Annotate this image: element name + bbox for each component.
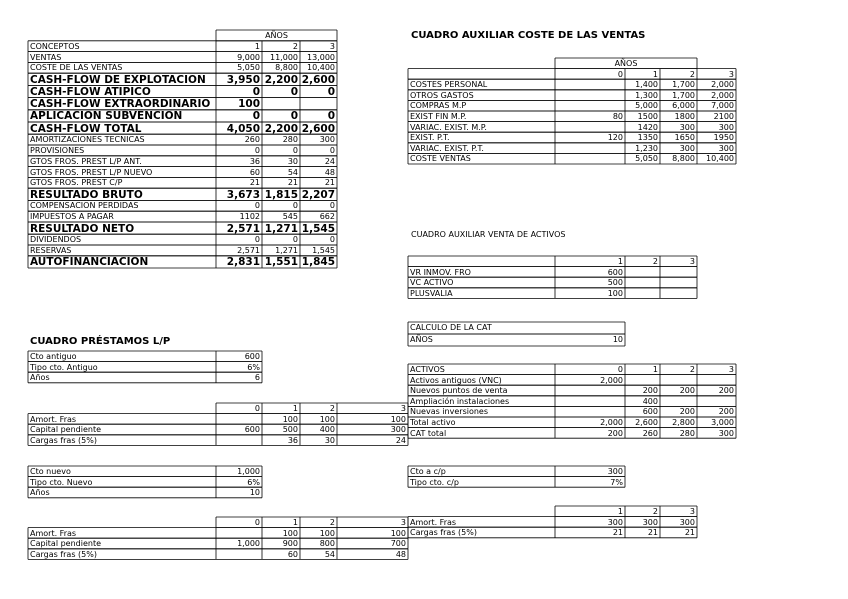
row-label: Cto antiguo	[30, 352, 77, 361]
row-label: ACTIVOS	[410, 365, 445, 374]
row-label: COSTE VENTAS	[410, 154, 471, 164]
cell-value: 100	[390, 414, 406, 424]
cell-value: 300	[390, 425, 406, 435]
cell-value: 5,050	[635, 154, 658, 164]
cell-value: 545	[282, 212, 298, 222]
row-label: Capital pendiente	[30, 539, 102, 549]
row-label: DIVIDENDOS	[30, 236, 82, 245]
row-label: Activos antiguos (VNC)	[410, 375, 502, 385]
row-label: Cto nuevo	[30, 467, 71, 476]
cell-value: 300	[642, 517, 658, 527]
cell-value: 300	[607, 517, 623, 527]
cell-value: 1,815	[264, 188, 298, 201]
row-label: Cargas fras (5%)	[30, 549, 97, 559]
cell-value: 0	[617, 365, 623, 374]
row-label: CASH-FLOW ATÍPICO	[30, 86, 151, 98]
cell-value: 100	[282, 414, 298, 424]
year-header: 1	[292, 404, 298, 413]
cell-value: 3	[728, 365, 734, 374]
cell-value: 60	[249, 167, 260, 177]
row-label: GTOS FROS. PREST C/P	[30, 179, 123, 188]
cell-value: 200	[718, 407, 734, 417]
year-header: 1	[617, 507, 623, 516]
cell-value: 6%	[247, 477, 260, 487]
cell-value: 0	[329, 201, 335, 211]
cell-value: 1350	[637, 133, 658, 143]
cell-value: 7%	[610, 477, 623, 487]
cell-value: 700	[390, 539, 406, 549]
row-label: VARIAC. EXIST. P.T.	[410, 143, 484, 153]
cell-value: 2,000	[711, 90, 734, 100]
row-label: PROVISIONES	[30, 147, 85, 155]
cell-value: 2,800	[672, 418, 695, 427]
cell-value: 10	[612, 335, 623, 344]
cell-value: 7,000	[711, 101, 734, 111]
cell-value: 2	[292, 41, 298, 51]
cell-value: 0	[292, 235, 298, 245]
cell-value: 21	[324, 178, 335, 188]
cell-value: 200	[679, 386, 695, 396]
cell-value: 6%	[247, 362, 260, 372]
row-label: VC ACTIVO	[410, 278, 454, 288]
cell-value: 2,571	[237, 246, 260, 255]
row-label: COSTE DE LAS VENTAS	[30, 64, 123, 73]
cell-value: 1	[652, 365, 658, 374]
cell-value: 2,831	[226, 256, 260, 269]
cell-value: 0	[254, 235, 260, 245]
cell-value: 0	[290, 110, 298, 123]
row-label: Años	[30, 373, 50, 383]
cell-value: 300	[679, 517, 695, 527]
cell-value: 48	[324, 167, 335, 177]
cell-value: 21	[287, 178, 298, 188]
cell-value: 2,600	[301, 73, 335, 86]
cell-value: 36	[287, 435, 298, 445]
cell-value: 2,000	[711, 80, 734, 90]
cell-value: 9,000	[237, 52, 260, 62]
cell-value: 100	[319, 528, 335, 538]
cell-value: 1,300	[635, 90, 658, 100]
row-label: Cargas fras (5%)	[30, 435, 97, 445]
cell-value: 6,000	[672, 101, 695, 111]
cell-value: 500	[607, 278, 623, 288]
venta-title: CUADRO AUXILIAR VENTA DE ACTIVOS	[411, 230, 566, 239]
cell-value: 400	[319, 425, 335, 435]
row-label: Cto a c/p	[410, 467, 446, 476]
cell-value: 13,000	[307, 52, 335, 62]
cell-value: 30	[324, 435, 335, 445]
cell-value: 1	[254, 41, 260, 51]
cell-value: 120	[607, 133, 623, 143]
cell-value: 1420	[637, 122, 658, 132]
cell-value: 300	[679, 122, 695, 132]
cell-value: 0	[327, 110, 335, 123]
cell-value: 1,271	[264, 222, 298, 235]
row-label: CASH-FLOW EXTRAORDINARIO	[30, 99, 211, 110]
row-label: COMPRAS M.P	[410, 101, 467, 111]
year-header: 2	[689, 69, 695, 79]
cell-value: 10,400	[706, 154, 734, 164]
cell-value: 0	[327, 85, 335, 98]
year-header: 3	[689, 257, 695, 266]
cell-value: 1,700	[672, 90, 695, 100]
cell-value: 0	[292, 201, 298, 211]
cell-value: 600	[642, 407, 658, 417]
cell-value: 8,800	[672, 154, 695, 164]
cell-value: 280	[282, 135, 298, 145]
cell-value: 600	[244, 425, 260, 435]
cell-value: 600	[244, 352, 260, 361]
row-label: Amort. Fras	[30, 528, 77, 538]
year-header: 0	[254, 518, 260, 527]
cell-value: 1,845	[301, 256, 335, 269]
cell-value: 3	[329, 41, 335, 51]
cell-value: 800	[319, 539, 335, 549]
cell-value: 2,000	[600, 375, 623, 385]
cell-value: 24	[395, 435, 406, 445]
row-label: RESERVAS	[30, 247, 72, 255]
cell-value: 300	[679, 143, 695, 153]
cell-value: 21	[647, 528, 658, 538]
cell-value: 300	[718, 143, 734, 153]
cell-value: 1,551	[264, 256, 298, 269]
cell-value: 1,271	[275, 246, 298, 255]
row-label: RESULTADO BRUTO	[30, 189, 143, 201]
cell-value: 662	[319, 212, 335, 222]
cell-value: 300	[319, 135, 335, 145]
cell-value: 80	[612, 112, 623, 121]
cell-value: 0	[254, 201, 260, 211]
cell-value: 2,600	[635, 418, 658, 427]
cell-value: 1800	[674, 112, 695, 121]
cell-value: 0	[252, 85, 260, 98]
column-header: CONCEPTOS	[30, 42, 80, 51]
cell-value: 1,700	[672, 80, 695, 90]
cell-value: 21	[612, 528, 623, 538]
row-label: RESULTADO NETO	[30, 223, 135, 234]
row-label: CAT total	[410, 428, 447, 438]
years-header: AÑOS	[265, 31, 288, 40]
cell-value: 2,207	[301, 188, 335, 201]
row-label: Ampliación instalaciones	[410, 396, 510, 406]
cell-value: 1650	[674, 133, 695, 143]
cell-value: 1,230	[635, 143, 658, 153]
cat-title: CALCULO DE LA CAT	[410, 323, 492, 332]
prestamos-title: CUADRO PRÉSTAMOS L/P	[30, 336, 171, 347]
cell-value: 2,200	[264, 73, 298, 86]
cell-value: 100	[282, 528, 298, 538]
row-label: AÑOS	[410, 335, 433, 344]
cell-value: 60	[287, 549, 298, 559]
row-label: Amort. Fras	[30, 414, 77, 424]
cell-value: 2,200	[264, 122, 298, 135]
coste-title: CUADRO AUXILIAR COSTE DE LAS VENTAS	[411, 30, 646, 41]
cell-value: 1,400	[635, 80, 658, 90]
row-label: Total activo	[410, 418, 456, 427]
cell-value: 21	[249, 178, 260, 188]
cell-value: 0	[290, 85, 298, 98]
year-header: 1	[292, 518, 298, 527]
row-label: GTOS FROS. PREST L/P ANT.	[30, 157, 142, 166]
row-label: Tipo cto. c/p	[410, 477, 459, 487]
row-label: VENTAS	[30, 53, 62, 62]
row-label: CASH-FLOW DE EXPLOTACIÓN	[30, 74, 206, 86]
row-label: EXIST FIN M.P.	[410, 112, 467, 121]
year-header: 0	[617, 69, 623, 79]
cell-value: 200	[679, 407, 695, 417]
row-label: APLICACIÓN SUBVENCIÓN	[30, 111, 183, 122]
year-header: 2	[329, 518, 335, 527]
cell-value: 1,545	[301, 222, 335, 235]
cell-value: 0	[292, 146, 298, 155]
row-label: OTROS GASTOS	[410, 90, 474, 100]
cell-value: 11,000	[270, 52, 298, 62]
cell-value: 1,000	[237, 467, 260, 476]
row-label: Nuevos puntos de venta	[410, 386, 508, 396]
cell-value: 2,000	[600, 418, 623, 427]
year-header: 3	[689, 507, 695, 516]
year-header: 2	[329, 404, 335, 413]
cell-value: 0	[252, 110, 260, 123]
cell-value: 0	[329, 146, 335, 155]
cell-value: 8,800	[275, 63, 298, 73]
cell-value: 100	[238, 98, 260, 111]
cell-value: 100	[319, 414, 335, 424]
years-header: AÑOS	[614, 59, 638, 68]
cell-value: 200	[718, 386, 734, 396]
row-label: CASH-FLOW TOTAL	[30, 123, 142, 134]
row-label: Amort. Fras	[410, 517, 457, 527]
row-label: EXIST. P.T.	[410, 133, 450, 143]
cell-value: 21	[684, 528, 695, 538]
cell-value: 6	[254, 373, 260, 383]
row-label: PLUSVALIA	[410, 288, 453, 298]
cell-value: 600	[607, 267, 623, 277]
cell-value: 2,571	[226, 222, 260, 235]
cell-value: 54	[324, 549, 335, 559]
cell-value: 1950	[713, 133, 734, 143]
cell-value: 1102	[239, 212, 260, 222]
cell-value: 900	[282, 539, 298, 549]
year-header: 1	[652, 69, 658, 79]
year-header: 3	[400, 404, 406, 413]
cell-value: 300	[607, 467, 623, 476]
row-label: GTOS FROS. PREST L/P NUEVO	[30, 168, 153, 177]
cell-value: 0	[329, 235, 335, 245]
row-label: Años	[30, 488, 50, 498]
cell-value: 10,400	[307, 63, 335, 73]
cell-value: 400	[642, 396, 658, 406]
cell-value: 5,000	[635, 101, 658, 111]
cell-value: 260	[642, 428, 658, 438]
cell-value: 48	[395, 549, 406, 559]
cell-value: 5,050	[237, 63, 260, 73]
cell-value: 2100	[713, 112, 734, 121]
row-label: Tipo cto. Nuevo	[30, 477, 93, 487]
year-header: 3	[400, 518, 406, 527]
row-label: AUTOFINANCIACIÓN	[30, 257, 149, 268]
cell-value: 1,545	[312, 246, 335, 255]
cell-value: 10	[249, 488, 260, 498]
year-header: 1	[617, 257, 623, 266]
cell-value: 100	[390, 528, 406, 538]
cell-value: 300	[718, 428, 734, 438]
cell-value: 200	[607, 428, 623, 438]
cell-value: 500	[282, 425, 298, 435]
cell-value: 280	[679, 428, 695, 438]
cell-value: 30	[287, 156, 298, 166]
row-label: COMPENSACIÓN PÉRDIDAS	[30, 202, 139, 211]
year-header: 2	[652, 257, 658, 266]
row-label: AMORTIZACIONES TECNICAS	[30, 136, 145, 145]
row-label: VR INMOV. FRO	[410, 267, 471, 277]
year-header: 3	[728, 69, 734, 79]
row-label: COSTES PERSONAL	[410, 80, 488, 90]
cell-value: 54	[287, 167, 298, 177]
cell-value: 3,950	[226, 73, 260, 86]
row-label: IMPUESTOS A PAGAR	[30, 213, 114, 222]
row-label: Capital pendiente	[30, 425, 102, 435]
cell-value: 24	[324, 156, 335, 166]
cell-value: 0	[254, 146, 260, 155]
cell-value: 2,600	[301, 122, 335, 135]
cell-value: 2	[689, 365, 695, 374]
cell-value: 3,000	[711, 418, 734, 427]
cell-value: 260	[244, 135, 260, 145]
row-label: Nuevas inversiones	[410, 407, 489, 417]
cell-value: 3,673	[226, 188, 260, 201]
cell-value: 1,000	[237, 539, 260, 549]
row-label: Tipo cto. Antiguo	[30, 362, 98, 372]
cell-value: 100	[607, 288, 623, 298]
cell-value: 200	[642, 386, 658, 396]
cell-value: 4,050	[226, 122, 260, 135]
cell-value: 1500	[637, 112, 658, 121]
year-header: 2	[652, 507, 658, 516]
row-label: VARIAC. EXIST. M.P.	[410, 122, 487, 132]
row-label: Cargas fras (5%)	[410, 528, 477, 538]
cell-value: 300	[718, 122, 734, 132]
year-header: 0	[254, 404, 260, 413]
cell-value: 36	[249, 156, 260, 166]
